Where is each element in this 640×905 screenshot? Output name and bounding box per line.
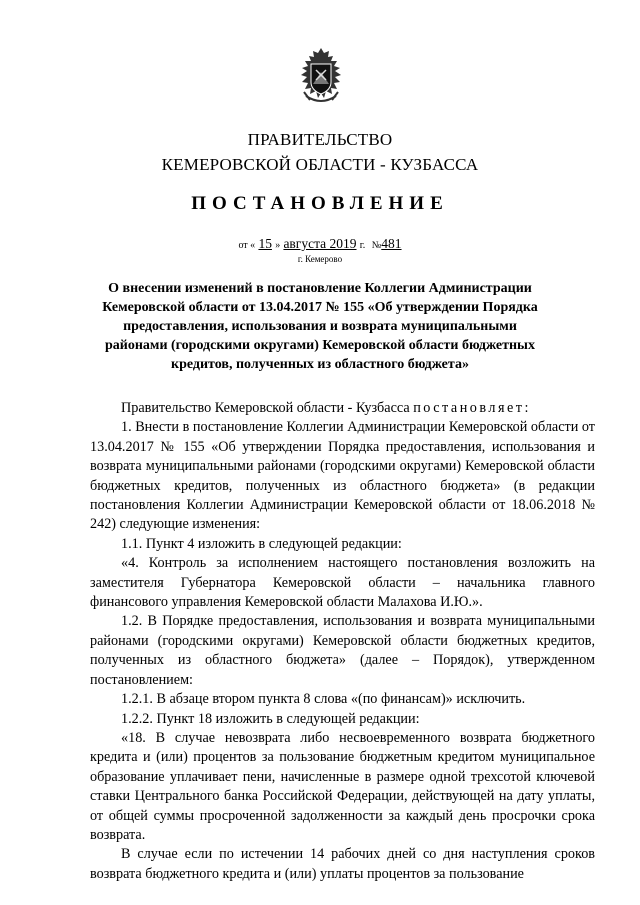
decree-city: г. Кемерово: [297, 254, 343, 264]
paragraph-1-1: 1.1. Пункт 4 изложить в следующей редакции:: [121, 535, 402, 552]
decree-date-number: [0, 236, 640, 252]
date-day: 15: [258, 236, 272, 251]
decree-heading: ПОСТАНОВЛЕНИЕ: [191, 193, 449, 214]
coat-of-arms-icon: [296, 46, 346, 108]
decree-number: 481: [381, 236, 402, 251]
intro-prefix: Правительство Кемеровской области - Кузбасса: [121, 400, 410, 416]
date-month-year: августа 2019: [283, 236, 357, 251]
paragraph-1: 1. Внести в постановление Коллегии Администрации Кемеровской области от 13.04.2017 № 155 «Об утверждении Порядка предоставления, использования и возврата муниципальными районами (городскими округами) Кемеровской области бюджетных кредитов, полученных из областного бюджета» (в редакции постановления Коллегии Администрации Кемеровской области от 18.06.2018 № 242) следующие изменения:: [90, 419, 595, 533]
paragraph-1-1-text: «4. Контроль за исполнением настоящего постановления возложить на заместителя Губернатора Кемеровской области – начальника главного финансового управления Кемеровской области Малахова И.Ю.».: [90, 555, 595, 611]
decree-body: [90, 399, 595, 884]
paragraph-18-continued: В случае если по истечении 14 рабочих дней со дня наступления сроков возврата бюджетного кредита и (или) уплаты процентов за пользование: [90, 846, 595, 882]
date-prefix: от «: [238, 240, 256, 251]
paragraph-18: «18. В случае невозврата либо несвоевременного возврата бюджетного кредита и (или) процентов за пользование бюджетным кредитом муниципальное образование уплачивает пени, начисленные в размере одной трехсотой ключевой ставки Центрального банка Российской Федерации, действующей на дату уплаты, от общей суммы просроченной задолженности за каждый день просрочки срока возврата.: [90, 729, 595, 843]
intro-resolves: постановляет:: [413, 400, 531, 416]
date-year-suffix: г.: [359, 240, 366, 251]
date-close-quote: »: [275, 240, 281, 251]
paragraph-1-2-2: 1.2.2. Пункт 18 изложить в следующей редакции:: [121, 710, 420, 727]
paragraph-1-2: 1.2. В Порядке предоставления, использования и возврата муниципальными районами (городскими округами) Кемеровской области бюджетных кредитов, полученных из областного бюджета» (далее – Порядок), утвержденном постановлением:: [90, 613, 595, 688]
paragraph-1-2-1: 1.2.1. В абзаце втором пункта 8 слова «(по финансам)» исключить.: [121, 691, 526, 708]
decree-subject: О внесении изменений в постановление Коллегии Администрации Кемеровской области от 13.04.2017 № 155 «Об утверждении Порядка предоставления, использования и возврата муниципальными районами (городскими округами) Кемеровской области бюджетных кредитов, полученных из областного бюджета»: [102, 281, 538, 372]
intro-paragraph: [90, 399, 595, 418]
government-title: ПРАВИТЕЛЬСТВО: [247, 130, 393, 149]
region-title: КЕМЕРОВСКОЙ ОБЛАСТИ - КУЗБАССА: [161, 155, 479, 174]
number-sign: №: [371, 240, 382, 251]
